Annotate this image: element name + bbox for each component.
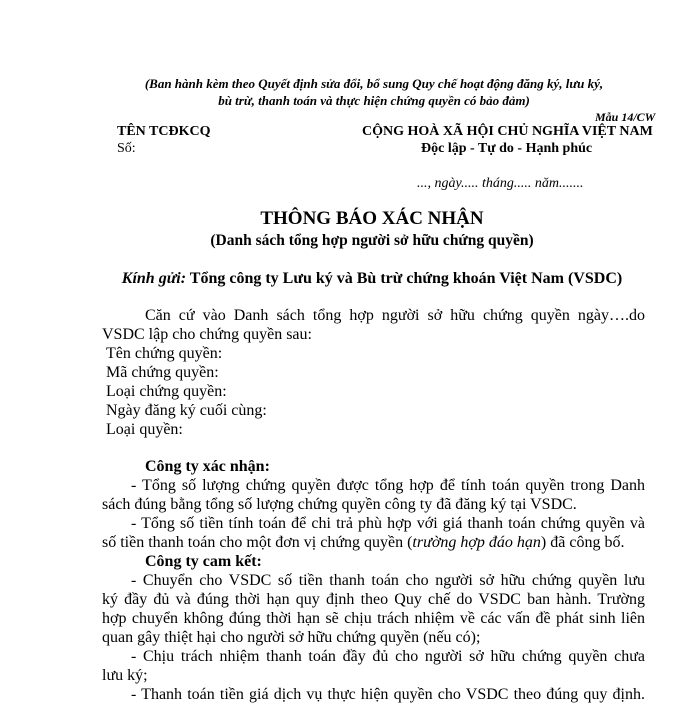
national-slogan: Độc lập - Tự do - Hạnh phúc [421, 141, 593, 156]
commit-item-1-line-4: quan gây thiệt hại cho người sở hữu chứng quyền (nếu có); [102, 629, 481, 646]
regulation-note-line-1: (Ban hành kèm theo Quyết định sửa đổi, bổ sung Quy chế hoạt động đăng ký, lưu ký, [144, 76, 604, 91]
form-number: Mẫu 14/CW [595, 110, 656, 124]
confirm-item-2-line-2 [102, 534, 624, 552]
intro-line-2: VSDC lập cho chứng quyền sau: [102, 326, 312, 343]
national-motto: CỘNG HOÀ XÃ HỘI CHỦ NGHĨA VIỆT NAM [362, 124, 653, 139]
confirm-heading: Công ty xác nhận: [145, 458, 270, 475]
org-name: TÊN TCĐKCQ [117, 124, 211, 139]
field-right-type: Loại quyền: [106, 421, 183, 438]
commit-item-2-line-1: - Chịu trách nhiệm thanh toán đầy đủ cho người sở hữu chứng quyền chưa [131, 648, 645, 665]
recipient-prefix: Kính gửi: [121, 270, 187, 287]
document-number-label: Số: [117, 141, 136, 156]
confirm-item-2-text-c: ) đã công bố. [540, 534, 625, 551]
date-line: ..., ngày..... tháng..... năm....... [417, 176, 584, 191]
commit-item-1-line-3: hợp chuyển không đúng thời hạn sẽ chịu trách nhiệm về các vấn đề phát sinh liên [102, 610, 645, 627]
document-subtitle: (Danh sách tổng hợp người sở hữu chứng quyền) [210, 232, 534, 249]
document-title: THÔNG BÁO XÁC NHẬN [260, 208, 484, 229]
field-record-date: Ngày đăng ký cuối cùng: [106, 402, 267, 419]
commit-item-1-line-2: ký đầy đủ và đúng thời hạn quy định theo Quy chế do VSDC ban hành. Trường [102, 591, 645, 608]
recipient-name: Tổng công ty Lưu ký và Bù trừ chứng khoán Việt Nam (VSDC) [189, 270, 623, 287]
confirm-item-2-text-a: số tiền thanh toán cho một đơn vị chứng quyền ( [102, 534, 413, 551]
commit-item-3-line-1: - Thanh toán tiền giá dịch vụ thực hiện quyền cho VSDC theo đúng quy định. [131, 686, 645, 703]
regulation-note-line-2: bù trừ, thanh toán và thực hiện chứng quyền có bảo đảm) [218, 93, 530, 108]
confirm-item-2-text-italic: trường hợp đáo hạn [412, 534, 541, 551]
intro-line-1: Căn cứ vào Danh sách tổng hợp người sở hữu chứng quyền ngày….do [145, 307, 645, 324]
confirm-item-1-line-1: - Tổng số lượng chứng quyền được tổng hợp để tính toán quyền trong Danh [131, 477, 645, 494]
confirm-item-2-line-1: - Tổng số tiền tính toán để chi trả phù hợp với giá thanh toán chứng quyền và [131, 515, 645, 532]
commit-heading: Công ty cam kết: [145, 553, 262, 570]
confirm-item-1-line-2: sách đúng bằng tổng số lượng chứng quyền công ty đã đăng ký tại VSDC. [102, 496, 577, 513]
recipient-line [0, 270, 700, 288]
commit-item-1-line-1: - Chuyển cho VSDC số tiền thanh toán cho người sở hữu chứng quyền lưu [131, 572, 645, 589]
field-warrant-type: Loại chứng quyền: [106, 383, 227, 400]
field-warrant-name: Tên chứng quyền: [106, 345, 223, 362]
field-warrant-code: Mã chứng quyền: [106, 364, 219, 381]
commit-item-2-line-2: lưu ký; [102, 667, 148, 684]
